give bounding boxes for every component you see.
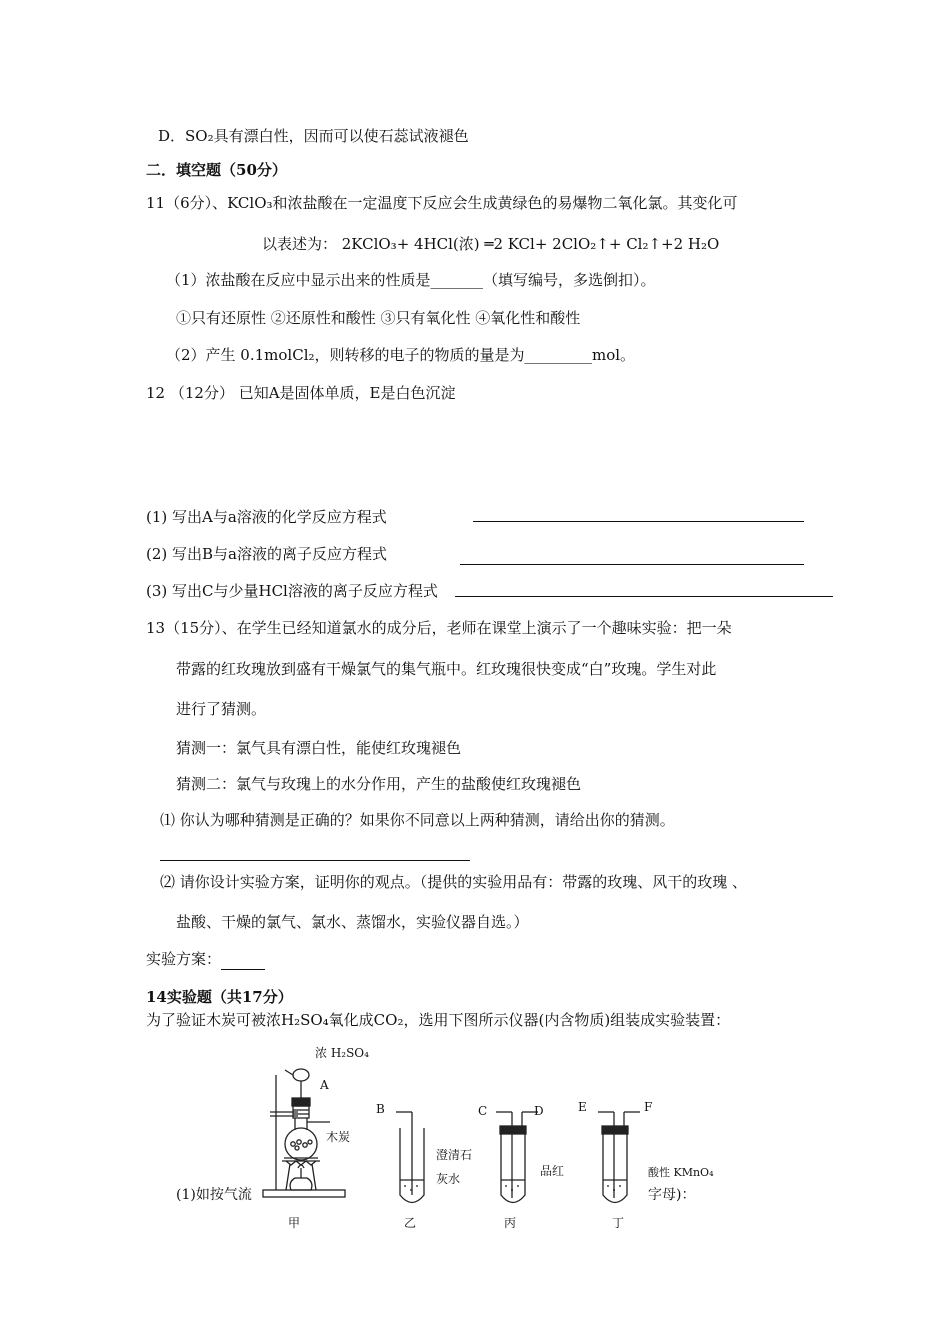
label-limewater-2: 灰水 (436, 1172, 461, 1186)
q14-intro: 为了验证木炭可被浓H₂SO₄氧化成CO₂，选用下图所示仪器(内含物质)组装成实验装置： (146, 1011, 731, 1029)
stand-base (263, 1190, 345, 1197)
q13-line3: 进行了猜测。 (176, 700, 267, 718)
q13-sub1: ⑴ 你认为哪种猜测是正确的？如果你不同意以上两种猜测，请给出你的猜测。 (160, 811, 675, 829)
label-yi: 乙 (404, 1216, 417, 1230)
q13-plan (146, 949, 265, 970)
label-jia: 甲 (288, 1216, 301, 1230)
label-limewater-1: 澄清石 (436, 1148, 473, 1162)
tube-ef (603, 1134, 627, 1203)
q11-sub1-options: ①只有还原性 ②还原性和酸性 ③只有氧化性 ④氧化性和酸性 (176, 309, 581, 327)
q11-sub2: （2）产生 0.1molCl₂，则转移的电子的物质的量是为_________mol。 (166, 346, 636, 364)
label-e: E (578, 1100, 587, 1114)
q13-intro: 13（15分）、在学生已经知道氯水的成分后，老师在课堂上演示了一个趣味实验：把一朵 (146, 619, 732, 637)
q12-sub1-answer-line[interactable] (473, 521, 804, 522)
label-a: A (320, 1078, 329, 1092)
label-ding: 丁 (612, 1216, 625, 1230)
funnel-bulb (293, 1069, 309, 1081)
label-b: B (376, 1102, 385, 1116)
q13-plan-label: 实验方案： (146, 950, 222, 968)
q11-intro: 11（6分）、KClO₃和浓盐酸在一定温度下反应会生成黄绿色的易爆物二氧化氯。其变化可 (146, 194, 738, 212)
q13-sub2: ⑵ 请你设计实验方案，证明你的观点。（提供的实验用品有：带露的玫瑰、风干的玫瑰 、 (160, 873, 748, 891)
label-c: C (478, 1104, 488, 1118)
q13-line2: 带露的红玫瑰放到盛有干燥氯气的集气瓶中。红玫瑰很快变成“白”玫瑰。学生对此 (176, 660, 717, 678)
label-charcoal: 木炭 (326, 1130, 351, 1144)
q13-sub2-line2: 盐酸、干燥的氯气、氯水、蒸馏水，实验仪器自选。） (176, 913, 529, 931)
q12-sub3-answer-line[interactable] (455, 596, 833, 597)
apparatus-figure (160, 1040, 760, 1240)
q12-sub2: (2) 写出B与a溶液的离子反应方程式 (146, 545, 387, 563)
q14-sub1-start: (1)如按气流 (176, 1187, 252, 1203)
q13-guess1: 猜测一：氯气具有漂白性，能使红玫瑰褪色 (176, 739, 462, 757)
q11-sub1: （1）浓盐酸在反应中显示出来的性质是_______（填写编号，多选倒扣）。 (166, 271, 656, 289)
tube-cd (501, 1134, 525, 1203)
q13-plan-blank[interactable] (221, 949, 265, 970)
q12-sub1: (1) 写出A与a溶液的化学反应方程式 (146, 508, 387, 526)
q11-equation: 以表述为： 2KClO₃+ 4HCl(浓) ═2 KCl+ 2ClO₂↑+ Cl₂↑+2 H₂O (262, 235, 720, 253)
label-bing: 丙 (504, 1216, 517, 1230)
label-magenta: 品红 (540, 1164, 565, 1178)
q12-intro: 12 （12分） 已知A是固体单质，E是白色沉淀 (146, 384, 456, 402)
label-f: F (644, 1100, 653, 1114)
q12-sub2-answer-line[interactable] (460, 564, 804, 565)
label-conc-h2so4: 浓 H₂SO₄ (315, 1046, 369, 1060)
label-d: D (534, 1104, 544, 1118)
q14-sub1-end: 字母)： (648, 1187, 696, 1203)
section2-heading: 二．填空题（50分） (146, 161, 287, 179)
q13-sub1-answer-line[interactable] (160, 860, 470, 861)
q12-sub3: (3) 写出C与少量HCl溶液的离子反应方程式 (146, 582, 438, 600)
q13-guess2: 猜测二：氯气与玫瑰上的水分作用，产生的盐酸使红玫瑰褪色 (176, 775, 582, 793)
q14-heading: 14实验题（共17分） (146, 988, 293, 1006)
apparatus-drawing (160, 1040, 760, 1240)
label-kmno4: 酸性 KMnO₄ (648, 1166, 714, 1179)
q10-option-d: D．SO₂具有漂白性，因而可以使石蕊试液褪色 (158, 127, 469, 145)
